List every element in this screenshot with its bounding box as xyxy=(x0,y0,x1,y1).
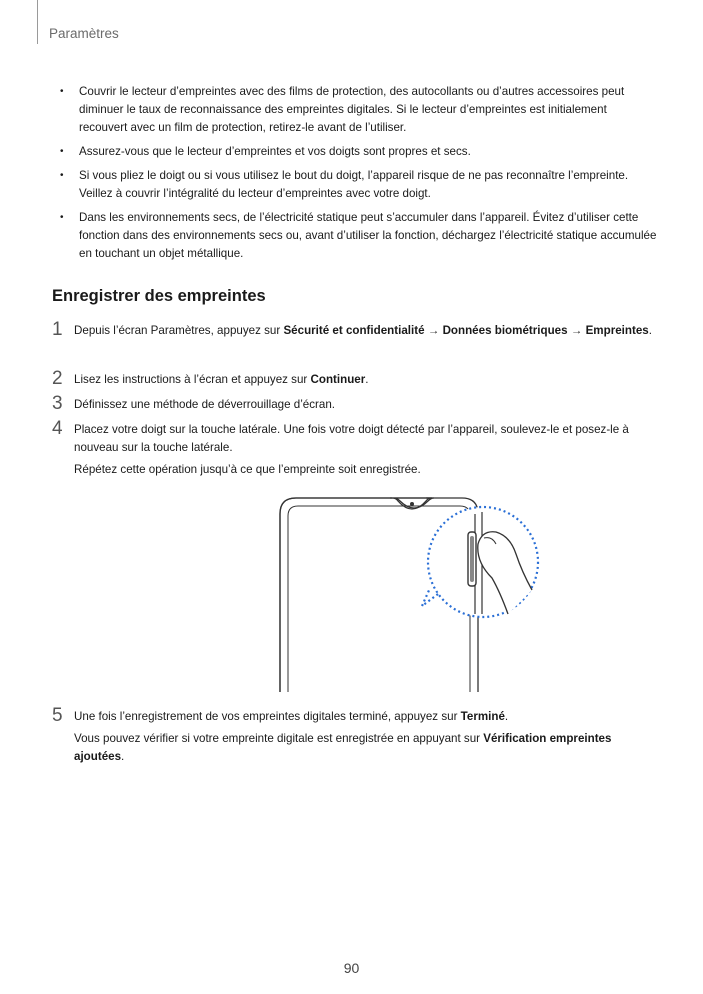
step-2 xyxy=(52,368,652,389)
step-punct: . xyxy=(648,324,652,337)
header-divider xyxy=(37,0,38,44)
list-item xyxy=(58,209,658,263)
bullet-icon: • xyxy=(60,212,64,223)
page-number: 90 xyxy=(343,960,360,976)
bullet-icon: • xyxy=(60,146,64,157)
step-text: Une fois l’enregistrement de vos empreintes digitales terminé, appuyez sur xyxy=(74,710,461,723)
step-number: 3 xyxy=(52,393,63,414)
step-3 xyxy=(52,393,652,414)
step-number: 5 xyxy=(52,705,63,726)
step-text: Définissez une méthode de déverrouillage d’écran. xyxy=(74,398,336,411)
step-text: Lisez les instructions à l’écran et appuyez sur xyxy=(74,373,311,386)
step-note: Vous pouvez vérifier si votre empreinte digitale est enregistrée en appuyant sur xyxy=(74,732,484,745)
step-text: Placez votre doigt sur la touche latérale. Une fois votre doigt détecté par l’appareil, soulevez-le et posez-le à nouveau sur la touche latérale. xyxy=(74,423,629,454)
step-text: Depuis l’écran Paramètres, appuyez sur xyxy=(74,324,284,337)
step-menu-label: Vérification empreintes ajoutées xyxy=(74,732,612,763)
list-item xyxy=(58,167,658,203)
step-menu-path: Sécurité et confidentialité → Données biométriques → Empreintes xyxy=(283,324,649,337)
step-4 xyxy=(52,418,652,483)
step-note: Répétez cette opération jusqu’à ce que l’empreinte soit enregistrée. xyxy=(74,463,421,476)
step-number: 2 xyxy=(52,368,63,389)
step-punct: . xyxy=(504,710,509,723)
fingerprint-illustration xyxy=(270,492,550,692)
step-number: 4 xyxy=(52,418,63,439)
section-heading: Enregistrer des empreintes xyxy=(52,287,266,305)
bullet-text: Assurez-vous que le lecteur d’empreintes et vos doigts sont propres et secs. xyxy=(79,145,471,158)
step-button-label: Terminé xyxy=(460,710,505,723)
step-5 xyxy=(52,705,652,770)
page-header-title: Paramètres xyxy=(49,26,119,41)
step-1 xyxy=(52,319,652,340)
step-punct: . xyxy=(365,373,369,386)
step-button-label: Continuer xyxy=(310,373,366,386)
list-item xyxy=(58,143,658,161)
bullet-icon: • xyxy=(60,170,64,181)
tips-list xyxy=(58,83,658,269)
bullet-text: Dans les environnements secs, de l’électricité statique peut s’accumuler dans l’appareil. Évitez d’utiliser cette fonction dans des environnements secs ou, avant d’utiliser la fonction, déchargez l’électricité statique accumulée en touchant un objet métallique. xyxy=(79,211,657,260)
bullet-text: Si vous pliez le doigt ou si vous utilisez le bout du doigt, l’appareil risque de ne pas reconnaître l’empreinte. Veillez à couvrir l’intégralité du lecteur d’empreintes avec votre doigt. xyxy=(79,169,629,200)
bullet-text: Couvrir le lecteur d’empreintes avec des films de protection, des autocollants ou d’autres accessoires peut diminuer le taux de reconnaissance des empreintes digitales. Si le lecteur d’empreintes est initialement recouvert avec un film de protection, retirez-le avant de l’utiliser. xyxy=(79,85,625,134)
phone-side-key-icon xyxy=(270,492,550,692)
step-number: 1 xyxy=(52,319,63,340)
bullet-icon: • xyxy=(60,86,64,97)
step-punct: . xyxy=(121,750,125,763)
list-item xyxy=(58,83,658,137)
